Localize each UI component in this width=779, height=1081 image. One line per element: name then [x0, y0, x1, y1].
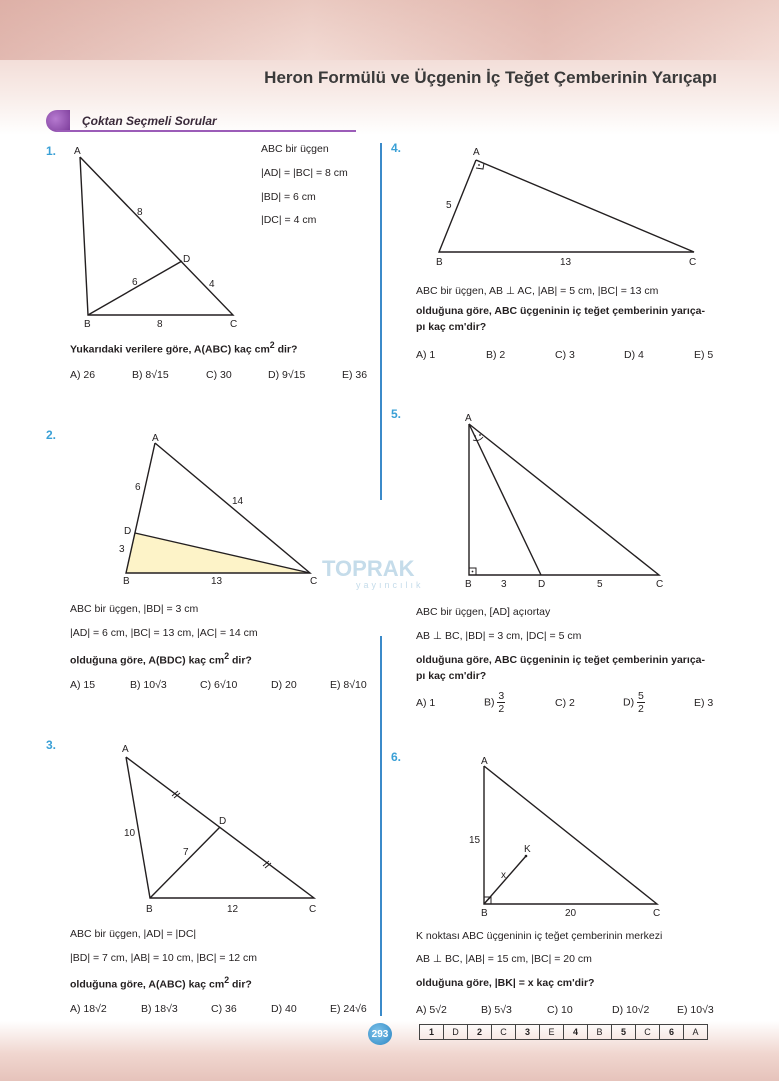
q1-question-sup: 2 — [269, 340, 275, 350]
answer-key-ans-5: C — [636, 1025, 660, 1040]
q4-choice-c[interactable]: C) 3 — [555, 349, 575, 361]
q4-choice-a[interactable]: A) 1 — [416, 349, 436, 361]
q3-question-text: olduğuna göre, A(ABC) kaç cm — [70, 978, 225, 991]
q3-label-a: A — [122, 744, 129, 755]
q4-label-b: B — [436, 257, 443, 268]
q2-label-a: A — [152, 433, 159, 444]
q6-label-k: K — [524, 844, 531, 855]
q6-line-2: AB ⊥ BC, |AB| = 15 cm, |BC| = 20 cm — [416, 953, 592, 965]
q4-label-a: A — [473, 147, 480, 158]
q4-choice-d[interactable]: D) 4 — [624, 349, 644, 361]
q3-line-1: ABC bir üçgen, |AD| = |DC| — [70, 928, 197, 940]
q4-question-2: pı kaç cm'dir? — [416, 321, 487, 333]
q6-figure — [465, 754, 675, 922]
q1-choice-a[interactable]: A) 26 — [70, 369, 96, 381]
q5-choice-b-den: 2 — [498, 703, 505, 715]
q4-right-angle-mark — [476, 163, 484, 169]
q1-question-tail: dir? — [274, 343, 298, 356]
q5-line-2: AB ⊥ BC, |BD| = 3 cm, |DC| = 5 cm — [416, 630, 582, 642]
q5-length-dc: 5 — [597, 579, 603, 590]
q1-choice-b[interactable]: B) 8√15 — [132, 369, 169, 381]
q2-length-ac: 14 — [232, 496, 244, 507]
question-number-2: 2. — [46, 428, 57, 442]
q2-choice-b[interactable]: B) 10√3 — [130, 679, 167, 691]
q4-length-bc: 13 — [560, 257, 572, 268]
q5-triangle — [469, 424, 659, 575]
q1-given-3: |BD| = 6 cm — [261, 191, 316, 203]
q4-question-1: olduğuna göre, ABC üçgeninin iç teğet çemberinin yarıça- — [416, 305, 705, 317]
answer-key-num-6: 6 — [660, 1025, 684, 1040]
page-number-badge: 293 — [368, 1023, 392, 1045]
q6-length-bc: 20 — [565, 908, 577, 919]
q3-choice-b[interactable]: B) 18√3 — [141, 1003, 178, 1015]
q3-label-c: C — [309, 904, 317, 915]
q6-label-a: A — [481, 756, 488, 767]
section-label: Çoktan Seçmeli Sorular — [82, 114, 217, 128]
q3-choice-d[interactable]: D) 40 — [271, 1003, 297, 1015]
q4-length-ab: 5 — [446, 200, 452, 211]
q6-label-c: C — [653, 908, 661, 919]
q5-label-c: C — [656, 579, 664, 590]
q5-length-bd: 3 — [501, 579, 507, 590]
answer-key-ans-3: E — [540, 1025, 564, 1040]
answer-key-row — [420, 1025, 708, 1040]
q5-question-2: pı kaç cm'dir? — [416, 670, 487, 682]
q3-choice-e[interactable]: E) 24√6 — [330, 1003, 367, 1015]
q2-length-ad: 6 — [135, 482, 141, 493]
q6-choice-e[interactable]: E) 10√3 — [677, 1004, 714, 1016]
q6-point-k — [525, 855, 528, 858]
q1-question — [70, 340, 297, 356]
q2-label-b: B — [123, 576, 130, 587]
q3-figure — [115, 740, 330, 920]
q3-question-sup: 2 — [224, 975, 230, 985]
q2-line-1: ABC bir üçgen, |BD| = 3 cm — [70, 603, 199, 615]
q2-length-bd: 3 — [119, 544, 125, 555]
q5-choice-d-num: 5 — [638, 690, 644, 702]
q3-label-d: D — [219, 816, 227, 827]
q5-label-d: D — [538, 579, 546, 590]
q1-given-4: |DC| = 4 cm — [261, 214, 317, 226]
q1-label-b: B — [84, 319, 91, 330]
q3-length-bd: 7 — [183, 847, 189, 858]
q1-question-text: Yukarıdaki verilere göre, A(ABC) kaç cm — [70, 343, 270, 356]
q6-choice-d[interactable]: D) 10√2 — [612, 1004, 650, 1016]
q3-segment-bd — [150, 827, 220, 898]
q2-question-sup: 2 — [224, 651, 230, 661]
q6-length-ab: 15 — [469, 835, 481, 846]
q5-figure — [455, 410, 670, 592]
q1-given-1: ABC bir üçgen — [261, 143, 329, 155]
q3-length-bc: 12 — [227, 904, 239, 915]
q4-line-1: ABC bir üçgen, AB ⊥ AC, |AB| = 5 cm, |BC| = 13 cm — [416, 285, 659, 297]
q3-label-b: B — [146, 904, 153, 915]
answer-key-ans-6: A — [684, 1025, 708, 1040]
section-header — [46, 110, 356, 132]
q4-label-c: C — [689, 257, 697, 268]
section-pill-icon — [46, 110, 70, 132]
q5-choice-b[interactable]: B) $\frac{3}{2}$ — [484, 690, 505, 715]
q1-triangle — [80, 157, 233, 315]
watermark-sub: yayıncılık — [356, 580, 424, 590]
q2-line-2: |AD| = 6 cm, |BC| = 13 cm, |AC| = 14 cm — [70, 627, 258, 639]
q5-angle-arc — [473, 437, 483, 441]
q6-choice-a[interactable]: A) 5√2 — [416, 1004, 447, 1016]
q2-length-bc: 13 — [211, 576, 223, 587]
q1-choice-c[interactable]: C) 30 — [206, 369, 232, 381]
answer-key-ans-2: C — [492, 1025, 516, 1040]
q5-choice-c[interactable]: C) 2 — [555, 697, 575, 709]
q3-line-2: |BD| = 7 cm, |AB| = 10 cm, |BC| = 12 cm — [70, 952, 258, 964]
q4-figure — [430, 144, 705, 272]
q5-angle-dot-2 — [479, 434, 481, 436]
q2-figure — [115, 430, 330, 590]
answer-key-num-3: 3 — [516, 1025, 540, 1040]
answer-key-num-1: 1 — [420, 1025, 444, 1040]
q1-length-dc: 4 — [209, 279, 215, 290]
answer-key-num-5: 5 — [612, 1025, 636, 1040]
q1-choice-e[interactable]: E) 36 — [342, 369, 368, 381]
q5-choice-a[interactable]: A) 1 — [416, 697, 436, 709]
q1-figure — [70, 140, 250, 335]
column-divider-bottom — [380, 636, 382, 1016]
q1-length-ad: 8 — [137, 207, 143, 218]
q5-question-1: olduğuna göre, ABC üçgeninin iç teğet çemberinin yarıça- — [416, 654, 705, 666]
section-underline — [56, 130, 356, 132]
q1-length-bd: 6 — [132, 277, 138, 288]
answer-key — [419, 1024, 708, 1040]
question-number-5: 5. — [391, 407, 402, 421]
q1-label-a: A — [74, 146, 81, 157]
q5-label-b: B — [465, 579, 472, 590]
q1-length-bc: 8 — [157, 319, 163, 330]
q6-label-b: B — [481, 908, 488, 919]
column-divider-top — [380, 143, 382, 500]
q4-choice-b[interactable]: B) 2 — [486, 349, 506, 361]
q5-choice-d[interactable]: D) $\frac{5}{2}$ — [623, 690, 644, 715]
q3-question — [70, 975, 252, 991]
q1-label-c: C — [230, 319, 238, 330]
q2-choice-c[interactable]: C) 6√10 — [200, 679, 238, 691]
q5-right-angle-dot — [472, 571, 474, 573]
q4-choice-e[interactable]: E) 5 — [694, 349, 714, 361]
q1-segment-bd — [88, 261, 182, 315]
answer-key-num-2: 2 — [468, 1025, 492, 1040]
watermark-brand: TOPRAK — [322, 556, 415, 581]
q6-triangle — [484, 766, 657, 904]
q6-question: olduğuna göre, |BK| = x kaç cm'dir? — [416, 977, 595, 989]
q4-right-angle-dot — [478, 164, 480, 166]
q5-label-a: A — [465, 413, 472, 424]
q2-choice-e[interactable]: E) 8√10 — [330, 679, 367, 691]
q2-label-c: C — [310, 576, 318, 587]
q5-line-1: ABC bir üçgen, [AD] açıortay — [416, 606, 551, 618]
q6-line-1: K noktası ABC üçgeninin iç teğet çemberinin merkezi — [416, 930, 663, 942]
q3-question-tail: dir? — [229, 978, 252, 991]
q3-choice-a[interactable]: A) 18√2 — [70, 1003, 107, 1015]
q3-choice-c[interactable]: C) 36 — [211, 1003, 237, 1015]
q6-choice-c[interactable]: C) 10 — [547, 1004, 573, 1016]
header-texture — [0, 0, 779, 60]
question-number-6: 6. — [391, 750, 402, 764]
q6-label-x: x — [501, 870, 506, 881]
q5-choice-b-num: 3 — [498, 690, 505, 702]
answer-key-ans-1: D — [444, 1025, 468, 1040]
q2-question-tail: dir? — [229, 654, 252, 667]
q1-label-d: D — [183, 254, 191, 265]
q2-choice-d[interactable]: D) 20 — [271, 679, 297, 691]
answer-key-ans-4: B — [588, 1025, 612, 1040]
q2-choice-a[interactable]: A) 15 — [70, 679, 96, 691]
q1-choice-d[interactable]: D) 9√15 — [268, 369, 306, 381]
q4-triangle — [439, 160, 694, 252]
question-number-1: 1. — [46, 144, 57, 158]
question-number-4: 4. — [391, 141, 402, 155]
page-title: Heron Formülü ve Üçgenin İç Teğet Çemberinin Yarıçapı — [264, 68, 717, 87]
q2-question — [70, 651, 252, 667]
q2-label-d: D — [124, 526, 132, 537]
q6-right-angle-diag — [484, 897, 491, 904]
q3-length-ab: 10 — [124, 828, 136, 839]
q2-question-text: olduğuna göre, A(BDC) kaç cm — [70, 654, 225, 667]
q6-choice-b[interactable]: B) 5√3 — [481, 1004, 512, 1016]
q5-bisector-ad — [469, 424, 541, 575]
q5-choice-e[interactable]: E) 3 — [694, 697, 714, 709]
q5-angle-dot-1 — [474, 435, 476, 437]
q5-choice-d-den: 2 — [638, 703, 644, 715]
question-number-3: 3. — [46, 738, 57, 752]
answer-key-num-4: 4 — [564, 1025, 588, 1040]
q1-given-2: |AD| = |BC| = 8 cm — [261, 167, 348, 179]
